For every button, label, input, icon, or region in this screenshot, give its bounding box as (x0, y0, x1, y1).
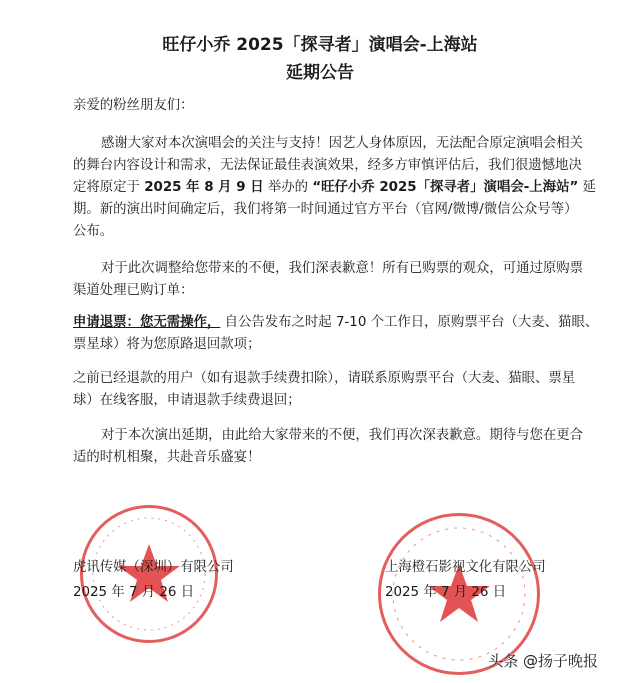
closing-line2: 适的时机相聚，共赴音乐盛宴！ (73, 450, 261, 465)
para2-line2: 渠道处理已购订单： (73, 283, 194, 298)
para1-line4: 期。新的演出时间确定后，我们将第一时间通过官方平台（官网/微博/微信公众号等） (73, 202, 578, 217)
signatory-company-right: 上海橙石影视文化有限公司 (385, 560, 546, 575)
refund-label: 申请退票：您无需操作， (73, 315, 221, 330)
refund-line1 (73, 314, 599, 332)
event-name: “旺仔小乔 2025「探寻者」演唱会-上海站” (312, 180, 579, 195)
signatory-date-left: 2025 年 7 月 26 日 (73, 585, 195, 600)
greeting: 亲爱的粉丝朋友们： (73, 98, 194, 113)
para2-line1: 对于此次调整给您带来的不便，我们深表歉意！所有已购票的观众，可通过原购票 (101, 261, 584, 276)
prior-refund-line2: 球）在线客服，申请退款手续费退回； (73, 393, 301, 408)
prior-refund-line1: 之前已经退款的用户（如有退款手续费扣除），请联系原购票平台（大麦、猫眼、票星 (73, 371, 576, 386)
event-date: 2025 年 8 月 9 日 (144, 180, 264, 195)
para1-line2: 的舞台内容设计和需求，无法保证最佳表演效果，经多方审慎评估后，我们很遗憾地决 (73, 158, 582, 173)
para1-line1: 感谢大家对本次演唱会的关注与支持！因艺人身体原因，无法配合原定演唱会相关 (101, 136, 584, 151)
text: 定将原定于 (73, 180, 140, 195)
notice-subtitle: 延期公告 (286, 63, 354, 83)
signatory-date-right: 2025 年 7 月 26 日 (385, 585, 507, 600)
closing-line1: 对于本次演出延期，由此给大家带来的不便，我们再次深表歉意。期待与您在更合 (101, 428, 584, 443)
text: 延 (582, 180, 596, 195)
source-watermark: 头条 @扬子晚报 (488, 652, 598, 670)
signatory-company-left: 虎讯传媒（深圳）有限公司 (73, 560, 234, 575)
refund-text: 自公告发布之时起 7-10 个工作日，原购票平台（大麦、猫眼、 (224, 315, 599, 330)
para1-line5: 公布。 (73, 224, 114, 239)
para1-line3 (73, 179, 596, 197)
refund-line2: 票星球）将为您原路退回款项； (73, 337, 261, 352)
text: 举办的 (267, 180, 309, 195)
notice-title: 旺仔小乔 2025「探寻者」演唱会-上海站 (162, 35, 478, 55)
